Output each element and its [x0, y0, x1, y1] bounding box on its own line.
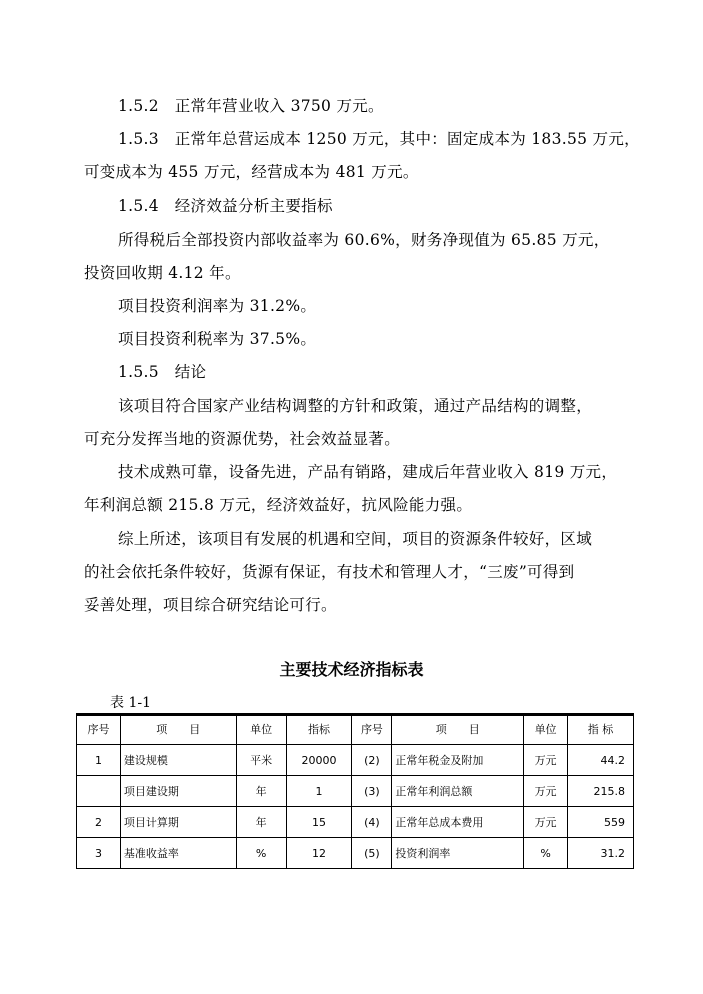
paragraph-line: 可充分发挥当地的资源优势，社会效益显著。	[84, 430, 401, 448]
table-cell: (3)	[352, 776, 392, 807]
paragraph-line: 所得税后全部投资内部收益率为 60.6%，财务净现值为 65.85 万元，	[118, 231, 610, 249]
paragraph-line: 项目投资利税率为 37.5%。	[118, 330, 317, 348]
table-row	[77, 807, 634, 838]
table-cell: 正常年总成本费用	[392, 807, 524, 838]
table-cell: %	[524, 838, 568, 869]
header-cell: 项 目	[392, 714, 524, 745]
paragraph-line: 妥善处理，项目综合研究结论可行。	[84, 596, 337, 614]
table-cell: 万元	[524, 776, 568, 807]
header-cell: 单位	[524, 714, 568, 745]
table-cell: 基准收益率	[120, 838, 236, 869]
table-cell: 12	[286, 838, 352, 869]
table-cell: 2	[77, 807, 121, 838]
paragraph-line: 1.5.4 经济效益分析主要指标	[118, 197, 333, 215]
paragraph-line: 投资回收期 4.12 年。	[84, 264, 241, 282]
header-cell: 项 目	[120, 714, 236, 745]
table-cell: %	[236, 838, 286, 869]
table-cell: 正常年税金及附加	[392, 745, 524, 776]
table-cell: (2)	[352, 745, 392, 776]
paragraph-line: 1.5.5 结论	[118, 363, 207, 381]
table-row	[77, 745, 634, 776]
header-cell: 序号	[77, 714, 121, 745]
table-cell: 1	[286, 776, 352, 807]
table-cell: 215.8	[568, 776, 634, 807]
table-cell: 正常年利润总额	[392, 776, 524, 807]
table-cell: 年	[236, 776, 286, 807]
table-cell: 项目计算期	[120, 807, 236, 838]
table-cell: 559	[568, 807, 634, 838]
table-title: 主要技术经济指标表	[279, 660, 424, 679]
table-cell: 万元	[524, 745, 568, 776]
table-cell: 建设规模	[120, 745, 236, 776]
table-cell: 31.2	[568, 838, 634, 869]
table-number: 表 1-1	[110, 695, 151, 711]
paragraph-line: 该项目符合国家产业结构调整的方针和政策，通过产品结构的调整，	[118, 397, 593, 415]
paragraph-line: 综上所述，该项目有发展的机遇和空间，项目的资源条件较好，区域	[118, 530, 593, 548]
paragraph-line: 项目投资利润率为 31.2%。	[118, 297, 317, 315]
table-cell: (5)	[352, 838, 392, 869]
paragraph-line: 技术成熟可靠，设备先进，产品有销路，建成后年营业收入 819 万元，	[118, 463, 618, 481]
header-cell: 序号	[352, 714, 392, 745]
table-cell: 投资利润率	[392, 838, 524, 869]
table-cell: 44.2	[568, 745, 634, 776]
paragraph-line: 年利润总额 215.8 万元，经济效益好，抗风险能力强。	[84, 496, 473, 514]
indicator-table	[76, 713, 634, 869]
table-cell	[77, 776, 121, 807]
header-cell: 指标	[286, 714, 352, 745]
table-cell: 平米	[236, 745, 286, 776]
table-cell: (4)	[352, 807, 392, 838]
header-cell: 单位	[236, 714, 286, 745]
table-cell: 20000	[286, 745, 352, 776]
paragraph-line: 1.5.3 正常年总营运成本 1250 万元，其中：固定成本为 183.55 万元，	[118, 130, 640, 148]
table-header-row	[77, 714, 634, 745]
paragraph-line: 可变成本为 455 万元，经营成本为 481 万元。	[84, 163, 419, 181]
table-row	[77, 838, 634, 869]
table-cell: 15	[286, 807, 352, 838]
table-cell: 3	[77, 838, 121, 869]
table-cell: 年	[236, 807, 286, 838]
table-row	[77, 776, 634, 807]
header-cell: 指 标	[568, 714, 634, 745]
paragraph-line: 1.5.2 正常年营业收入 3750 万元。	[118, 97, 384, 115]
table-cell: 万元	[524, 807, 568, 838]
paragraph-line: 的社会依托条件较好，货源有保证，有技术和管理人才，“三废”可得到	[84, 563, 575, 581]
table-cell: 项目建设期	[120, 776, 236, 807]
table-cell: 1	[77, 745, 121, 776]
